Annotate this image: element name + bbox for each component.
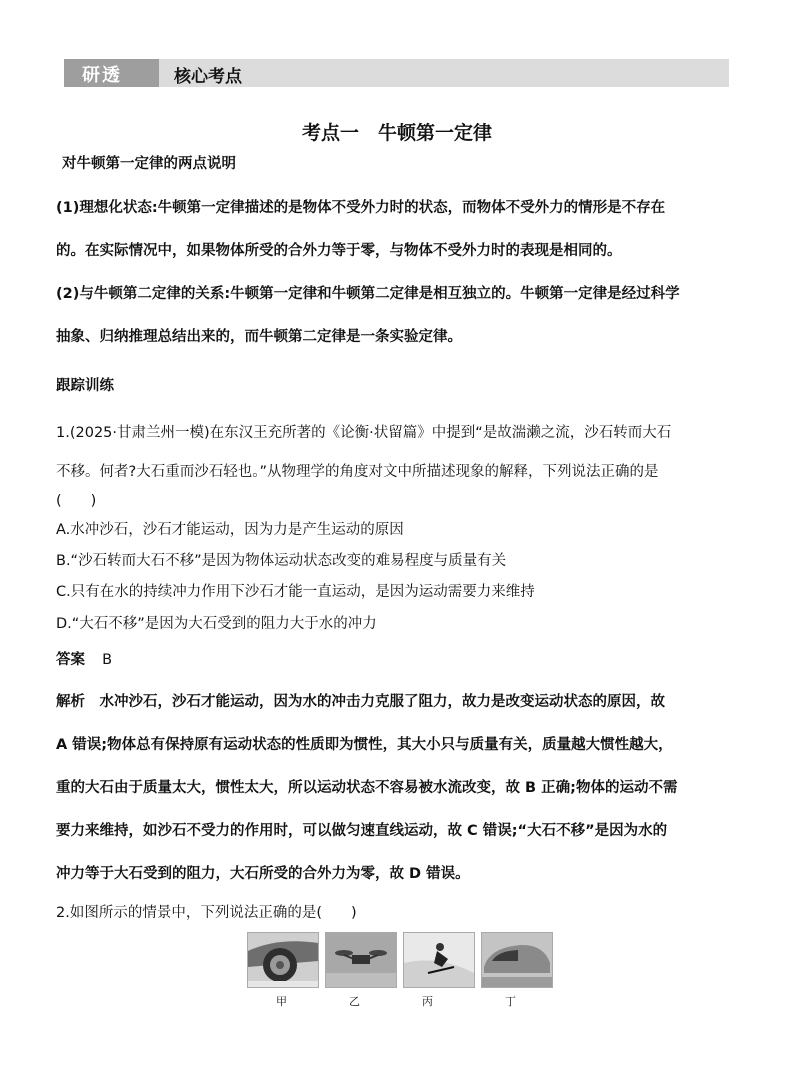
answer-label: 答案 bbox=[56, 652, 85, 668]
figure-yi-drone bbox=[325, 932, 397, 988]
figure-ding-train bbox=[481, 932, 553, 988]
banner-title: 核心考点 bbox=[174, 67, 242, 87]
caption-jia: 甲 bbox=[276, 995, 287, 1008]
q1-option-d: D.“大石不移”是因为大石受到的阻力大于水的冲力 bbox=[56, 616, 377, 632]
training-heading: 跟踪训练 bbox=[56, 378, 114, 394]
q1-stem-line2: 不移。何者?大石重而沙石轻也。”从物理学的角度对文中所描述现象的解释，下列说法正确的是 bbox=[56, 464, 659, 480]
q1-option-b: B.“沙石转而大石不移”是因为物体运动状态改变的难易程度与质量有关 bbox=[56, 553, 507, 569]
caption-yi: 乙 bbox=[349, 995, 360, 1008]
q1-stem-line3: ( ) bbox=[56, 493, 97, 509]
point1-line1: (1)理想化状态:牛顿第一定律描述的是物体不受外力时的状态，而物体不受外力的情形是不存在 bbox=[56, 200, 666, 216]
intro-heading: 对牛顿第一定律的两点说明 bbox=[62, 156, 236, 172]
q1-option-c: C.只有在水的持续冲力作用下沙石才能一直运动，是因为运动需要力来维持 bbox=[56, 584, 535, 600]
section-banner bbox=[64, 59, 729, 87]
q1-option-a: A.水冲沙石，沙石才能运动，因为力是产生运动的原因 bbox=[56, 522, 404, 538]
answer-value: B bbox=[102, 652, 113, 668]
q1-analysis-line1: 解析 水冲沙石，沙石才能运动，因为水的冲击力克服了阻力，故力是改变运动状态的原因，故 bbox=[56, 694, 665, 710]
q1-analysis-line5: 冲力等于大石受到的阻力，大石所受的合外力为零，故 D 错误。 bbox=[56, 866, 470, 882]
banner-tag-label: 研透 bbox=[82, 65, 122, 86]
point2-line2: 抽象、归纳推理总结出来的，而牛顿第二定律是一条实验定律。 bbox=[56, 329, 462, 345]
q1-answer bbox=[56, 648, 112, 669]
q1-stem-line1: 1.(2025·甘肃兰州一模)在东汉王充所著的《论衡·状留篇》中提到“是故湍濑之流，沙石转而大石 bbox=[56, 425, 672, 441]
caption-bing: 丙 bbox=[422, 995, 433, 1008]
point1-line2: 的。在实际情况中，如果物体所受的合外力等于零，与物体不受外力时的表现是相同的。 bbox=[56, 243, 622, 259]
figure-jia-car-tire bbox=[247, 932, 319, 988]
banner-tag bbox=[64, 59, 159, 87]
figure-bing-skier bbox=[403, 932, 475, 988]
q1-analysis-line3: 重的大石由于质量太大，惯性太大，所以运动状态不容易被水流改变，故 B 正确;物体的运动不需 bbox=[56, 780, 678, 796]
banner-background bbox=[64, 59, 729, 87]
q1-analysis-line4: 要力来维持，如沙石不受力的作用时，可以做匀速直线运动，故 C 错误;“大石不移”是因为水的 bbox=[56, 823, 668, 839]
q2-figure-row bbox=[247, 932, 547, 988]
q1-analysis-line2: A 错误;物体总有保持原有运动状态的性质即为惯性，其大小只与质量有关，质量越大惯性越大， bbox=[56, 737, 673, 753]
caption-ding: 丁 bbox=[505, 995, 516, 1008]
q2-stem: 2.如图所示的情景中，下列说法正确的是( ) bbox=[56, 905, 357, 921]
section-title: 考点一 牛顿第一定律 bbox=[301, 122, 492, 144]
point2-line1: (2)与牛顿第二定律的关系:牛顿第一定律和牛顿第二定律是相互独立的。牛顿第一定律是经过科学 bbox=[56, 286, 680, 302]
